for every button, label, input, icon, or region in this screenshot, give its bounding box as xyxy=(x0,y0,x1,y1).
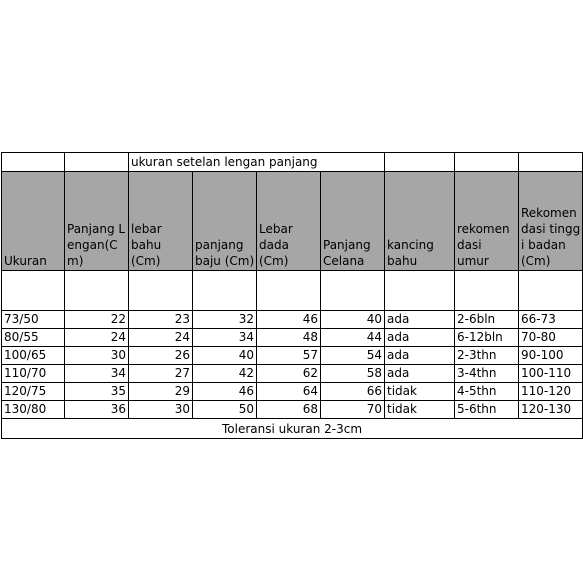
header-row xyxy=(2,172,583,271)
table-cell: 27 xyxy=(129,365,193,383)
column-header: panjang baju (Cm) xyxy=(193,172,257,271)
table-cell: 26 xyxy=(129,347,193,365)
column-header: kancing bahu xyxy=(385,172,455,271)
table-cell: 64 xyxy=(257,383,321,401)
spacer-row xyxy=(2,271,583,311)
table-cell: ada xyxy=(385,311,455,329)
table-cell: 35 xyxy=(65,383,129,401)
title-blank-cell xyxy=(519,153,583,172)
table-cell: 40 xyxy=(321,311,385,329)
title-row xyxy=(2,153,583,172)
table-cell: 2-3thn xyxy=(455,347,519,365)
table-cell: 73/50 xyxy=(2,311,65,329)
table-cell: 4-5thn xyxy=(455,383,519,401)
table-cell: 42 xyxy=(193,365,257,383)
footer-row xyxy=(2,419,583,439)
table-cell: 3-4thn xyxy=(455,365,519,383)
table-cell: 66-73 xyxy=(519,311,583,329)
table-cell: 29 xyxy=(129,383,193,401)
table-cell: 6-12bln xyxy=(455,329,519,347)
title-blank-cell xyxy=(385,153,455,172)
column-header: lebar bahu (Cm) xyxy=(129,172,193,271)
table-body xyxy=(2,311,583,419)
table-row xyxy=(2,329,583,347)
size-chart-table xyxy=(1,152,583,439)
column-header: Lebar dada (Cm) xyxy=(257,172,321,271)
column-header: Rekomendasi tinggi badan (Cm) xyxy=(519,172,583,271)
table-cell: 50 xyxy=(193,401,257,419)
column-header: Ukuran xyxy=(2,172,65,271)
table-cell: 32 xyxy=(193,311,257,329)
table-cell: 68 xyxy=(257,401,321,419)
title-blank-cell xyxy=(65,153,129,172)
table-cell: 57 xyxy=(257,347,321,365)
table-cell: 24 xyxy=(65,329,129,347)
table-cell: ada xyxy=(385,347,455,365)
table-cell: tidak xyxy=(385,383,455,401)
table-cell: 23 xyxy=(129,311,193,329)
column-header: Panjang Lengan(Cm) xyxy=(65,172,129,271)
table-cell: 24 xyxy=(129,329,193,347)
table-cell: 30 xyxy=(129,401,193,419)
table-cell: 120-130 xyxy=(519,401,583,419)
table-cell: 66 xyxy=(321,383,385,401)
table-cell: 54 xyxy=(321,347,385,365)
table-cell: ada xyxy=(385,365,455,383)
table-cell: 40 xyxy=(193,347,257,365)
tolerance-note: Toleransi ukuran 2-3cm xyxy=(2,419,583,439)
table-cell: 22 xyxy=(65,311,129,329)
table-row xyxy=(2,311,583,329)
table-cell: tidak xyxy=(385,401,455,419)
table-cell: 110-120 xyxy=(519,383,583,401)
column-header: Panjang Celana xyxy=(321,172,385,271)
table-cell: 130/80 xyxy=(2,401,65,419)
table-cell: 100/65 xyxy=(2,347,65,365)
table-cell: 36 xyxy=(65,401,129,419)
table-cell: 5-6thn xyxy=(455,401,519,419)
table-cell: 80/55 xyxy=(2,329,65,347)
table-cell: 48 xyxy=(257,329,321,347)
table-cell: 70-80 xyxy=(519,329,583,347)
table-cell: 100-110 xyxy=(519,365,583,383)
table-cell: 90-100 xyxy=(519,347,583,365)
table-cell: 46 xyxy=(193,383,257,401)
table-cell: 30 xyxy=(65,347,129,365)
table-row xyxy=(2,365,583,383)
table-cell: 120/75 xyxy=(2,383,65,401)
table-cell: 70 xyxy=(321,401,385,419)
table-cell: ada xyxy=(385,329,455,347)
table-row xyxy=(2,383,583,401)
table-cell: 34 xyxy=(193,329,257,347)
table-cell: 2-6bln xyxy=(455,311,519,329)
table-cell: 110/70 xyxy=(2,365,65,383)
table-cell: 62 xyxy=(257,365,321,383)
table-cell: 58 xyxy=(321,365,385,383)
title-blank-cell xyxy=(2,153,65,172)
column-header: rekomen dasi umur xyxy=(455,172,519,271)
table-row xyxy=(2,401,583,419)
table-cell: 34 xyxy=(65,365,129,383)
table-cell: 46 xyxy=(257,311,321,329)
title-blank-cell xyxy=(455,153,519,172)
table-row xyxy=(2,347,583,365)
table-title: ukuran setelan lengan panjang xyxy=(129,153,385,172)
table-cell: 44 xyxy=(321,329,385,347)
